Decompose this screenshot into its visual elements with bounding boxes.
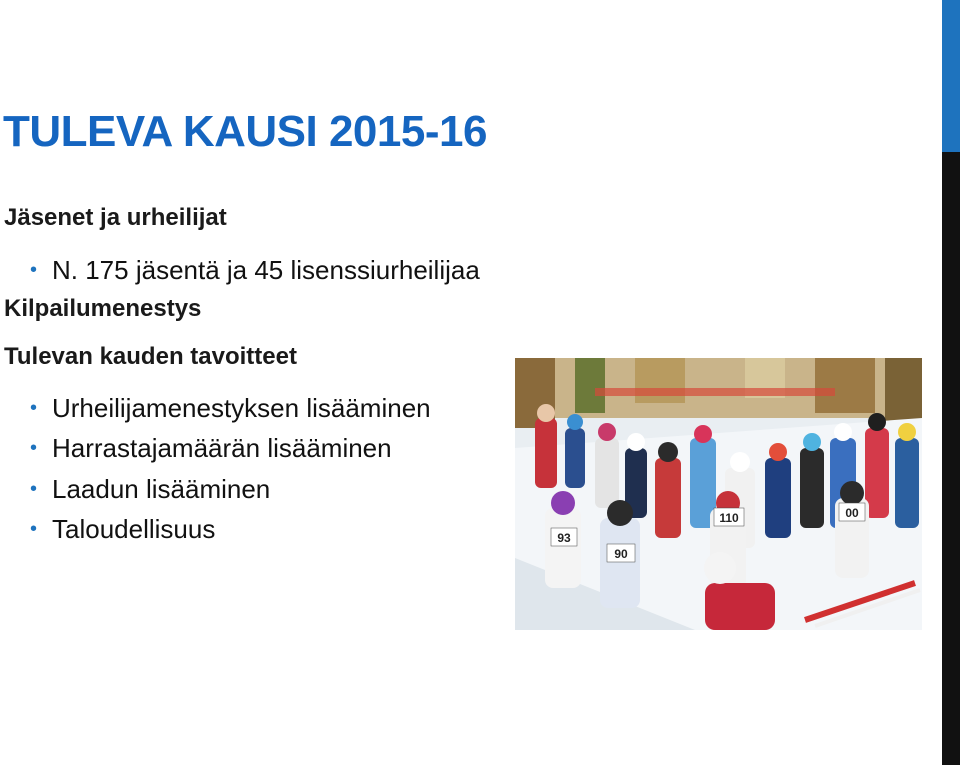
bib-number: 90 bbox=[614, 547, 628, 561]
section-heading-members: Jäsenet ja urheilijat bbox=[4, 204, 227, 231]
ski-race-photo-illustration bbox=[515, 358, 922, 630]
bullet-goal-2 bbox=[30, 432, 392, 464]
bullet-text: Taloudellisuus bbox=[52, 514, 216, 544]
bullet-dot-icon: • bbox=[30, 518, 38, 540]
side-accent-bar-blue bbox=[942, 0, 960, 152]
bullet-text: N. 175 jäsentä ja 45 lisenssiurheilijaa bbox=[52, 255, 480, 285]
section-heading-competition: Kilpailumenestys bbox=[4, 295, 202, 322]
slide-title: TULEVA KAUSI 2015-16 bbox=[3, 107, 487, 156]
ski-race-photo bbox=[515, 358, 922, 630]
bullet-dot-icon: • bbox=[30, 259, 38, 281]
bib-number: 00 bbox=[845, 506, 859, 520]
bullet-text: Laadun lisääminen bbox=[52, 474, 271, 504]
bullet-text: Urheilijamenestyksen lisääminen bbox=[52, 393, 431, 423]
bib-number: 93 bbox=[557, 531, 571, 545]
bullet-goal-4 bbox=[30, 513, 215, 545]
bullet-dot-icon: • bbox=[30, 478, 38, 500]
side-accent-bar-black bbox=[942, 152, 960, 765]
bullet-goal-3 bbox=[30, 473, 270, 505]
bullet-text: Harrastajamäärän lisääminen bbox=[52, 433, 392, 463]
bullet-dot-icon: • bbox=[30, 437, 38, 459]
bib-number: 110 bbox=[719, 511, 739, 525]
bullet-members bbox=[30, 254, 480, 286]
bullet-goal-1 bbox=[30, 392, 431, 424]
section-heading-goals: Tulevan kauden tavoitteet bbox=[4, 343, 297, 370]
bullet-dot-icon: • bbox=[30, 397, 38, 419]
